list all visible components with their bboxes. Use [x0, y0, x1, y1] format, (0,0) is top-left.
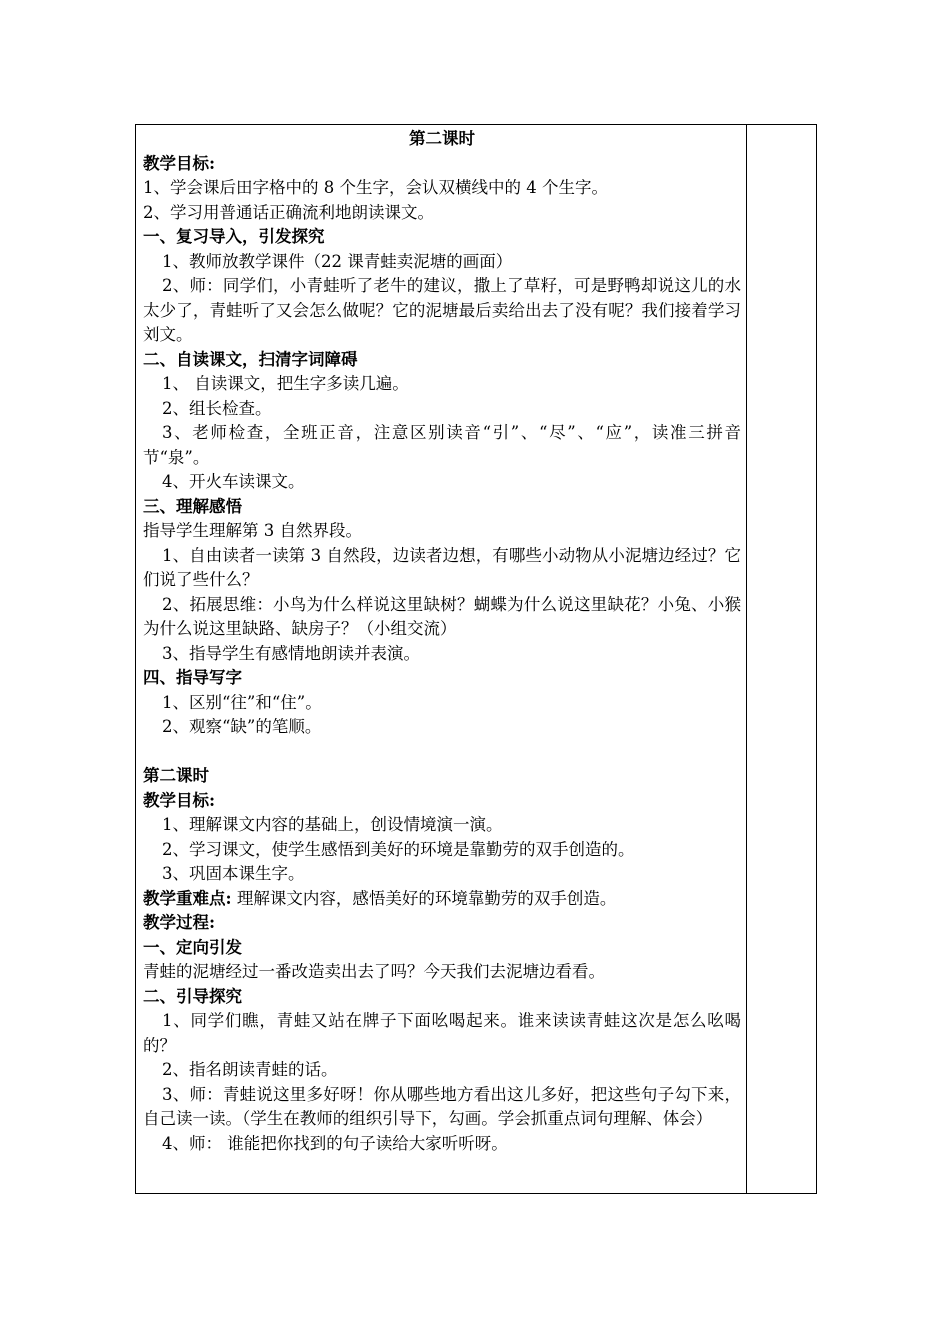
- goal-item: 1、学会课后田字格中的 8 个生字，会认双横线中的 4 个生字。: [143, 178, 608, 197]
- section-item: 1、自由读者一读第 3 自然段，边读者边想，有哪些小动物从小泥塘边经过？它们说了些什么？: [143, 545, 741, 589]
- section-heading: 一、定向引发: [143, 937, 242, 957]
- process-heading: 教学过程:: [143, 913, 216, 932]
- section-heading: 三、理解感悟: [143, 496, 242, 516]
- section-heading: 二、自读课文，扫清字词障碍: [143, 349, 358, 369]
- section-item: 3、指导学生有感情地朗读并表演。: [162, 643, 420, 663]
- blank-line: [143, 740, 741, 765]
- key-points: [143, 887, 741, 912]
- section-heading: 一、复习导入，引发探究: [143, 227, 325, 246]
- section-item: 4、开火车读课文。: [162, 472, 305, 491]
- section-heading: 四、指导写字: [143, 668, 242, 687]
- section-item: 1、教师放教学课件（22 课青蛙卖泥塘的画面）: [162, 251, 513, 271]
- section-item: 1、 自读课文，把生字多读几遍。: [162, 374, 409, 393]
- key-points-text: 理解课文内容，感悟美好的环境靠勤劳的双手创造。: [231, 888, 617, 908]
- goal-item: 2、学习课文，使学生感悟到美好的环境是靠勤劳的双手创造的。: [162, 839, 635, 859]
- goal-item: 1、理解课文内容的基础上，创设情境演一演。: [162, 815, 503, 834]
- section-item: 2、指名朗读青蛙的话。: [162, 1060, 338, 1079]
- section-item: 1、区别“往”和“住”。: [162, 692, 322, 712]
- section-item: 2、观察“缺”的笔顺。: [162, 717, 322, 736]
- lesson-content-cell: [143, 127, 741, 1156]
- section-item: 2、组长检查。: [162, 398, 272, 418]
- section-intro: 指导学生理解第 3 自然界段。: [143, 521, 362, 540]
- goal-item: 3、巩固本课生字。: [162, 864, 305, 883]
- goal-heading: 教学目标:: [143, 790, 216, 810]
- section-item: 1、同学们瞧，青蛙又站在牌子下面吆喝起来。谁来读读青蛙这次是怎么吆喝的？: [143, 1011, 741, 1055]
- key-points-label: 教学重难点:: [143, 888, 232, 908]
- section-item: 3、师：青蛙说这里多好呀！你从哪些地方看出这儿多好，把这些句子勾下来，自己读一读。（学生在教师的组织引导下，勾画。学会抓重点词句理解、体会）: [143, 1084, 741, 1128]
- section-item: 2、师：同学们，小青蛙听了老牛的建议，撒上了草籽，可是野鸭却说这儿的水太少了，青蛙听了又会怎么做呢？它的泥塘最后卖给出去了没有呢？我们接着学习刘文。: [143, 276, 741, 344]
- goal-item: 2、学习用普通话正确流利地朗读课文。: [143, 202, 434, 222]
- section-item: 2、拓展思维：小鸟为什么样说这里缺树？蝴蝶为什么说这里缺花？小兔、小猴为什么说这里缺路、缺房子？（小组交流）: [143, 594, 741, 638]
- lesson-title: 第二课时: [409, 129, 475, 148]
- section-text: 青蛙的泥塘经过一番改造卖出去了吗？今天我们去泥塘边看看。: [143, 962, 605, 981]
- section-heading: 二、引导探究: [143, 986, 242, 1006]
- lesson-title-2: 第二课时: [143, 766, 209, 785]
- goal-heading: 教学目标:: [143, 153, 216, 173]
- table-column-divider: [746, 124, 747, 1194]
- section-item: 4、师： 谁能把你找到的句子读给大家听听呀。: [162, 1133, 508, 1153]
- section-item: 3、老师检查，全班正音，注意区别读音“引”、“尽”、“应”，读准三拼音节“泉”。: [143, 423, 741, 467]
